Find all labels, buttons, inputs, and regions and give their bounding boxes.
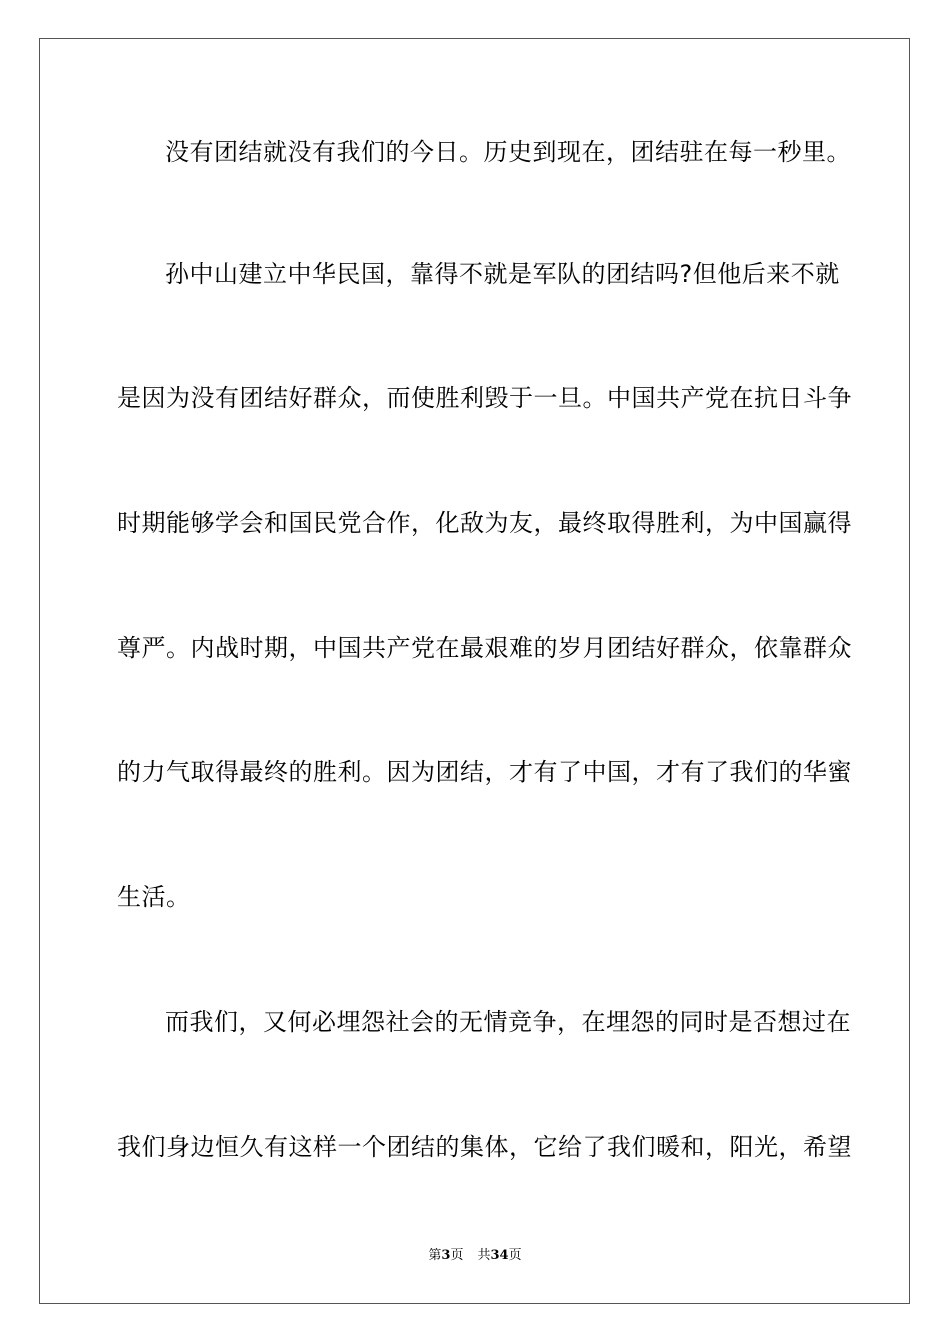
paragraph-line: 尊严。内战时期，中国共产党在最艰难的岁月团结好群众，依靠群众: [117, 634, 852, 662]
total-suffix: 页: [508, 1248, 522, 1263]
paragraph-line: 的力气取得最终的胜利。因为团结，才有了中国，才有了我们的华蜜: [117, 758, 852, 786]
paragraph-line: 没有团结就没有我们的今日。历史到现在，团结驻在每一秒里。: [165, 138, 851, 166]
page-footer: [0, 1247, 950, 1265]
page-suffix: 页: [450, 1248, 464, 1263]
total-prefix: 共: [477, 1248, 491, 1263]
page-border: [39, 38, 910, 1304]
total-pages: 34: [490, 1248, 509, 1263]
paragraph-line: 而我们，又何必埋怨社会的无情竞争，在埋怨的同时是否想过在: [165, 1008, 851, 1036]
page-prefix: 第: [428, 1248, 442, 1263]
paragraph-line: 生活。: [117, 883, 191, 911]
paragraph-line: 时期能够学会和国民党合作，化敌为友，最终取得胜利，为中国赢得: [117, 509, 852, 537]
paragraph-line: 是因为没有团结好群众，而使胜利毁于一旦。中国共产党在抗日斗争: [117, 384, 852, 412]
paragraph-line: 孙中山建立中华民国，靠得不就是军队的团结吗?但他后来不就: [165, 260, 840, 288]
page-number: 3: [441, 1248, 451, 1263]
paragraph-line: 我们身边恒久有这样一个团结的集体，它给了我们暖和，阳光，希望: [117, 1133, 852, 1161]
